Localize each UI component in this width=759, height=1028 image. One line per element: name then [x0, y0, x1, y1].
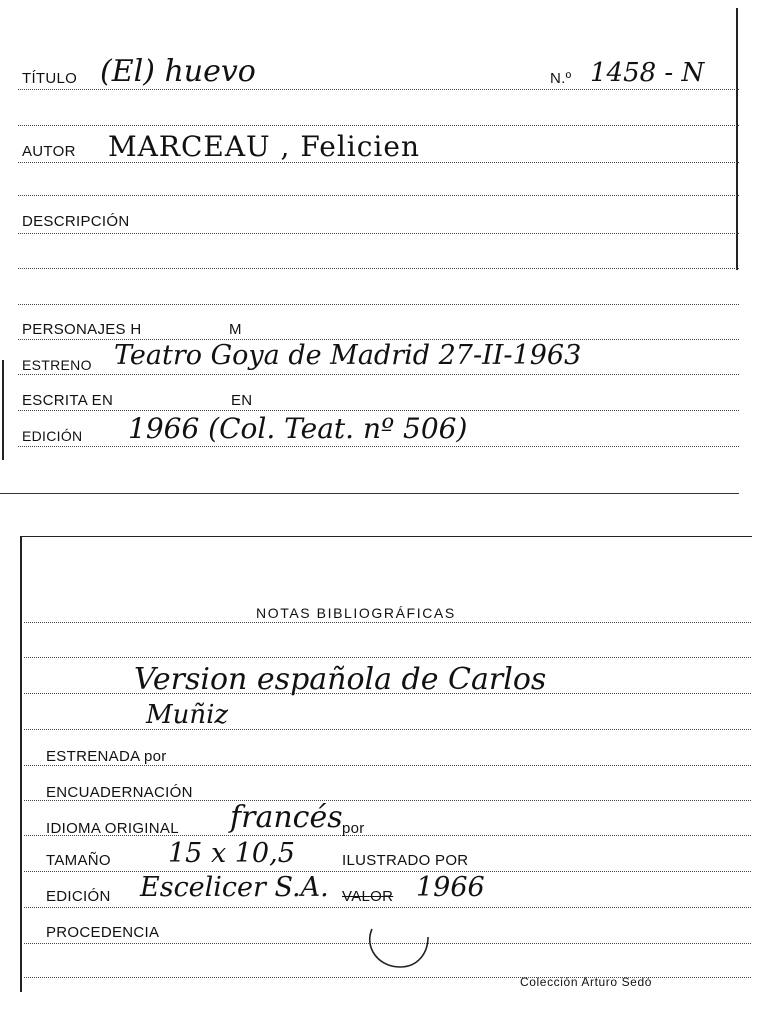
procedencia-label: PROCEDENCIA: [46, 924, 160, 941]
catalog-card-front: [0, 0, 759, 500]
collection-stamp: Colección Arturo Sedó: [520, 975, 653, 989]
numero-value: 1458 - N: [590, 58, 705, 88]
descripcion-label: DESCRIPCIÓN: [22, 213, 130, 230]
tamano-label: TAMAÑO: [46, 852, 111, 869]
idioma-label: IDIOMA ORIGINAL: [46, 820, 179, 837]
punch-hole-mark: [364, 923, 434, 973]
edicion-value: Escelicer S.A.: [140, 872, 329, 903]
note-line-1: Version española de Carlos: [134, 662, 547, 697]
autor-value: MARCEAU , Felicien: [108, 130, 420, 163]
valor-label: VALOR: [342, 888, 394, 905]
notas-heading: NOTAS BIBLIOGRÁFICAS: [256, 605, 456, 621]
personajes-m-label: M: [229, 321, 242, 338]
edicion-year: 1966: [416, 872, 485, 903]
escrita-en-label: EN: [231, 392, 253, 409]
ilustrado-label: ILUSTRADO POR: [342, 852, 469, 869]
numero-label: N.º: [550, 70, 572, 87]
catalog-card-back: [0, 530, 759, 1028]
autor-label: AUTOR: [22, 143, 76, 160]
estreno-value: Teatro Goya de Madrid 27-II-1963: [114, 340, 582, 371]
titulo-value: (El) huevo: [100, 54, 256, 89]
personajes-label: PERSONAJES H: [22, 321, 142, 338]
note-line-2: Muñiz: [146, 700, 229, 730]
encuadernacion-label: ENCUADERNACIÓN: [46, 784, 193, 801]
card-edge-left: [20, 536, 22, 992]
idioma-value: francés: [230, 800, 343, 835]
idioma-por-label: por: [342, 820, 365, 837]
edicion-label: EDICIÓN: [46, 888, 111, 905]
card-edge-right: [736, 8, 738, 270]
card-edge-top: [22, 536, 752, 537]
escrita-label: ESCRITA EN: [22, 392, 114, 409]
estrenada-label: ESTRENADA por: [46, 748, 167, 765]
edicion-label: EDICIÓN: [22, 428, 83, 444]
edicion-value: 1966 (Col. Teat. nº 506): [128, 412, 468, 445]
estreno-label: ESTRENO: [22, 357, 92, 373]
card-edge-left: [2, 360, 4, 460]
titulo-label: TÍTULO: [22, 70, 78, 87]
tamano-value: 15 x 10,5: [168, 838, 295, 869]
